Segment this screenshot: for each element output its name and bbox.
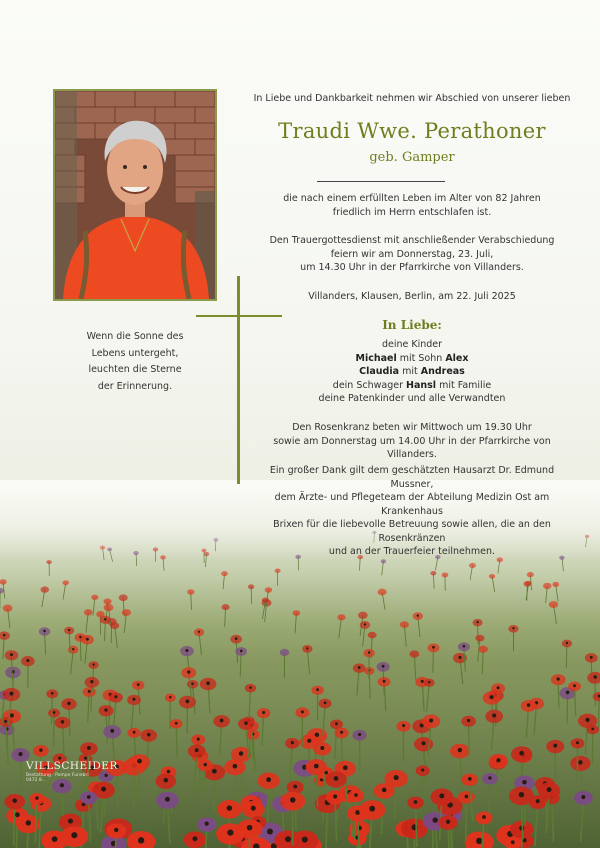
place-date: Villanders, Klausen, Berlin, am 22. Juli 2025 [308,291,516,302]
deceased-name: Traudi Wwe. Perathoner [278,119,546,143]
in-love-heading: In Liebe: [382,318,442,332]
service-text: Den Trauergottesdienst mit anschließender Verabschiedung feiern wir am Donnerstag, 23. Juli, um 14.30 Uhr in der Pfarrkirche von Villanders. [269,235,555,273]
mourners-list: deine Kinder Michael mit Sohn Alex Claudia mit Andreas dein Schwager Hansl mit Familie deine Patenkinder und alle Verwandten [318,339,506,404]
cross-vertical-bar [237,276,240,484]
thanks-text: Ein großer Dank gilt dem geschätzten Hausarzt Dr. Edmund Mussner, dem Ärzte- und Pflegeteam der Abteilung Medizin Ost am Krankenhaus Brixen für die liebevolle Betreuung sowie allen, die an den Rosenkränzen und an der Trauerfeier teilnehmen. [269,465,555,557]
cross-horizontal-bar [196,315,282,317]
memorial-quote: Wenn die Sonne des Lebens untergeht, leuchten die Sterne der Erinnerung. [86,331,184,392]
funeral-home-logo: VILLSCHEIDER Bestattung · Pompe Funebri 0472 8… [26,760,118,783]
intro-text: In Liebe und Dankbarkeit nehmen wir Abschied von unserer lieben [253,93,571,104]
maiden-name: geb. Gamper [369,150,455,165]
rosary-text: Den Rosenkranz beten wir Mittwoch um 19.30 Uhr sowie am Donnerstag um 14.00 Uhr in der Pfarrkirche von Villanders. [273,422,551,460]
portrait-photo [53,89,217,301]
passing-text: die nach einem erfüllten Leben im Alter von 82 Jahren friedlich im Herrn entschlafen ist. [283,193,541,218]
divider-line [317,181,445,182]
